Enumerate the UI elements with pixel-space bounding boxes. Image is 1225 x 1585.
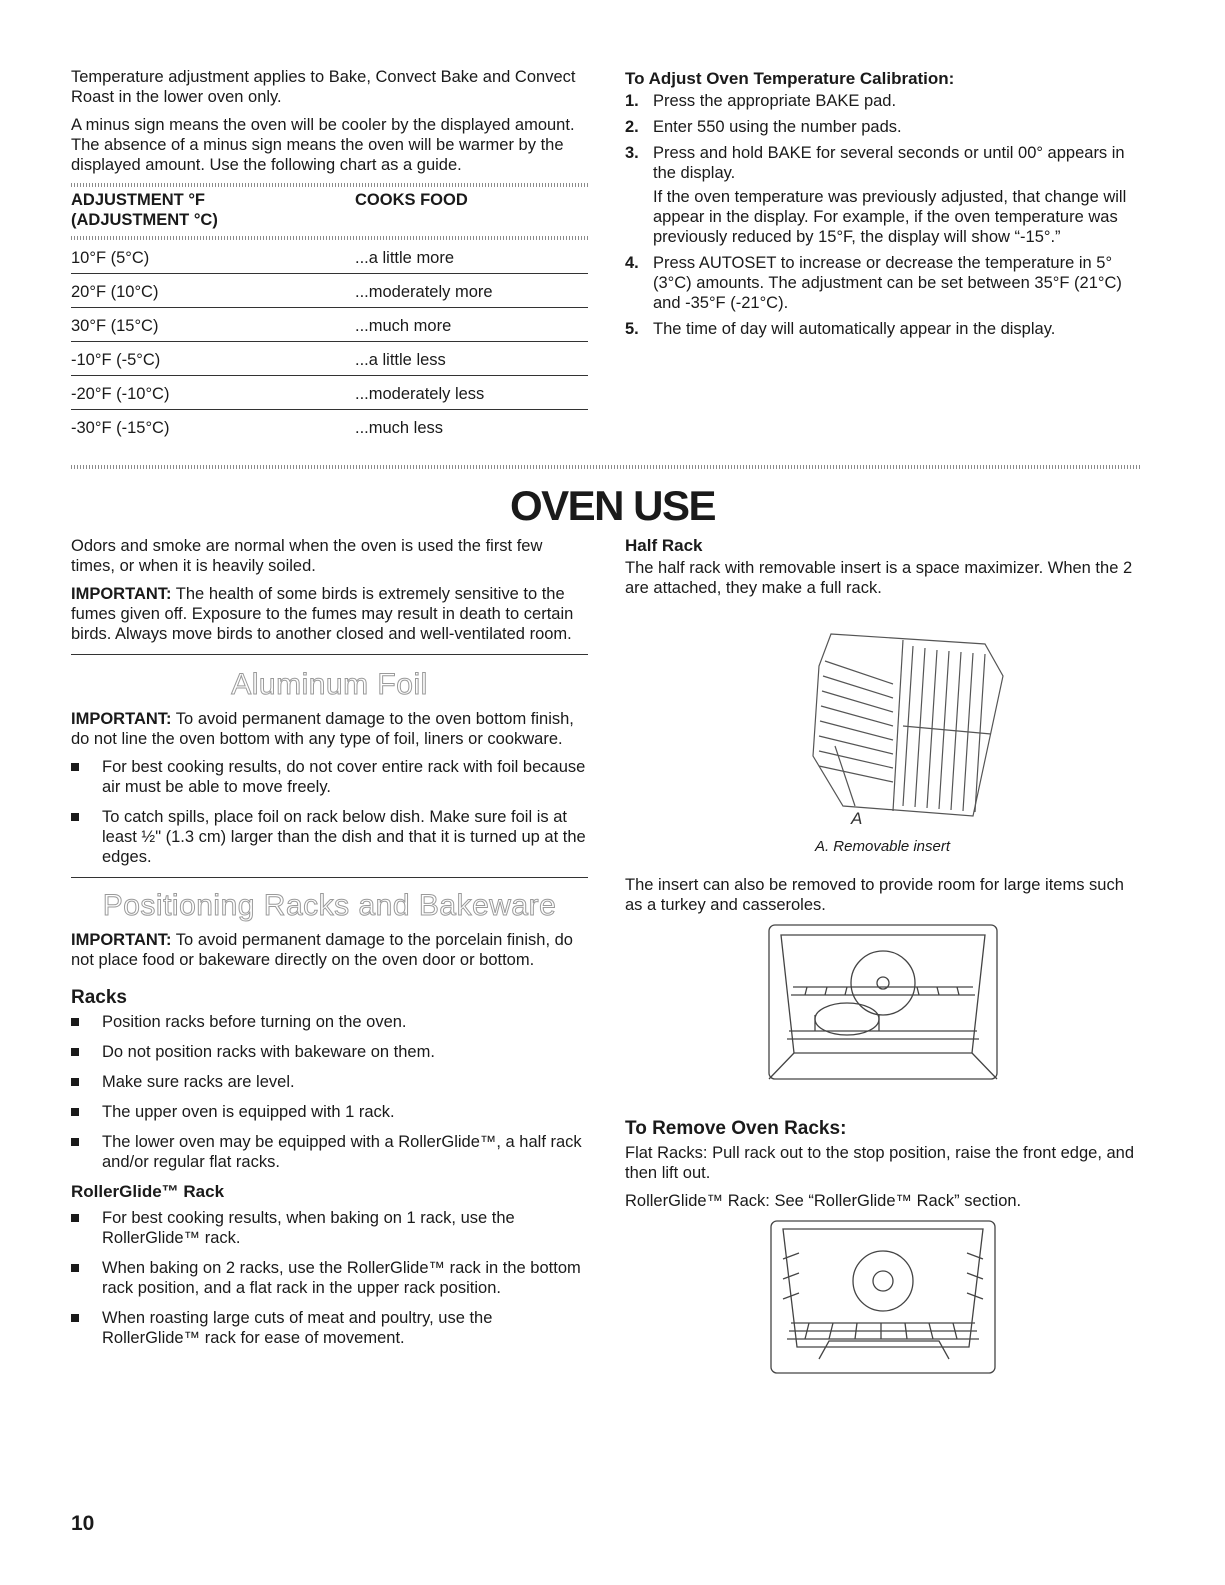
step-number: 1. [625, 92, 639, 110]
racks-bullet-list [71, 1012, 588, 1172]
step-item [625, 319, 1140, 339]
remove-racks-heading: To Remove Oven Racks: [625, 1118, 847, 1139]
list-item: Make sure racks are level. [71, 1072, 588, 1092]
table-row [71, 240, 588, 274]
oven-use-left [71, 536, 588, 1358]
step-text: The time of day will automatically appear in the display. [653, 320, 1056, 338]
foil-important-text: To avoid permanent damage to the oven bottom finish, do not line the oven bottom with any type of foil, liners or cookware. [71, 710, 574, 748]
rack-handle [819, 1341, 949, 1359]
page-title: OVEN USE [509, 482, 716, 529]
header-adjustment-c: (ADJUSTMENT °C) [71, 211, 218, 229]
foil-rule [71, 654, 588, 655]
list-item: When roasting large cuts of meat and poultry, use the RollerGlide™ rack for ease of movement. [71, 1308, 588, 1348]
rollerglide-bullet-list [71, 1208, 588, 1348]
rack-divider [893, 640, 903, 811]
fan-center [873, 1271, 893, 1291]
oven-cavity [783, 1229, 983, 1347]
list-item: The lower oven may be equipped with a RollerGlide™, a half rack and/or regular flat racks. [71, 1132, 588, 1172]
table-cell-adjustment: -10°F (-5°C) [71, 342, 355, 376]
page-number: 10 [71, 1512, 95, 1535]
table-cell-cooks: ...much more [355, 308, 588, 342]
table-cell-adjustment: -20°F (-10°C) [71, 376, 355, 410]
oven-racks-illustration [769, 1219, 997, 1377]
adjustment-table [71, 187, 588, 443]
rack-guides [783, 1253, 983, 1299]
step-text: Press AUTOSET to increase or decrease the temperature in 5° (3°C) amounts. The adjustment can be set between 35°F (21°C) and -35°F (-21°C). [653, 254, 1122, 312]
table-cell-cooks: ...a little less [355, 342, 588, 376]
table-row [71, 342, 588, 376]
header-adjustment-f: ADJUSTMENT °F [71, 191, 206, 209]
table-cell-cooks: ...moderately more [355, 274, 588, 308]
list-item: The upper oven is equipped with 1 rack. [71, 1102, 588, 1122]
birds-paragraph [71, 584, 588, 644]
list-item: Do not position racks with bakeware on them. [71, 1042, 588, 1062]
calibration-intro [71, 67, 588, 443]
rollerglide-paragraph: RollerGlide™ Rack: See “RollerGlide™ Rack” section. [625, 1192, 1022, 1210]
figure-caption: A. Removable insert [814, 838, 951, 855]
oven-outline [769, 925, 997, 1079]
half-rack-illustration [753, 606, 1013, 831]
step-text: Press and hold BAKE for several seconds or until 00° appears in the display. [653, 144, 1125, 182]
casserole-sides [815, 1015, 879, 1031]
positioning-title: Positioning Racks and Bakeware [102, 889, 557, 922]
rack-rails [787, 987, 979, 1039]
table-row [71, 274, 588, 308]
fan-cover [851, 951, 915, 1015]
casserole-dish [815, 1003, 879, 1035]
table-header-row [71, 187, 588, 236]
odors-paragraph: Odors and smoke are normal when the oven is used the first few times, or when it is heavily soiled. [71, 537, 543, 575]
rack-crossbar [903, 726, 991, 734]
calibration-paragraph-2: A minus sign means the oven will be cooler by the displayed amount. The absence of a minus sign means the oven will be warmer by the displayed amount. Use the following chart as a guide. [71, 116, 575, 174]
section-divider [71, 465, 1141, 469]
foil-bullet-list [71, 757, 588, 867]
fan-cover [853, 1251, 913, 1311]
oven-use-right [625, 536, 1140, 1377]
step-item [625, 91, 1140, 111]
calibration-steps [625, 69, 1140, 345]
oven-cavity [781, 935, 985, 1053]
table-row [71, 376, 588, 410]
rack-bars [903, 646, 985, 812]
aluminum-foil-title: Aluminum Foil [231, 668, 428, 701]
table-cell-cooks: ...much less [355, 418, 444, 437]
insert-bars [819, 661, 893, 782]
table-cell-cooks: ...a little more [355, 240, 588, 274]
oven-casserole-illustration [767, 923, 999, 1083]
table-header-adjustment [71, 187, 355, 236]
half-rack-paragraph: The half rack with removable insert is a space maximizer. When the 2 are attached, they make a full rack. [625, 559, 1133, 597]
oven-floor-lines [769, 1053, 997, 1079]
rack-rails [787, 1323, 979, 1339]
calibration-paragraph-1: Temperature adjustment applies to Bake, Convect Bake and Convect Roast in the lower oven only. [71, 68, 576, 106]
step-number: 3. [625, 144, 639, 162]
step-subtext: If the oven temperature was previously adjusted, that change will appear in the display. For example, if the oven temperature was previously reduced by 15°F, the display will show “-15°.” [653, 188, 1127, 246]
list-item: Position racks before turning on the oven. [71, 1012, 588, 1032]
table-cell-adjustment: 20°F (10°C) [71, 274, 355, 308]
important-label: IMPORTANT: [71, 710, 172, 728]
table-cell-adjustment: 10°F (5°C) [71, 240, 355, 274]
calibration-step-list [625, 91, 1140, 339]
list-item: For best cooking results, do not cover entire rack with foil because air must be able to move freely. [71, 757, 588, 797]
positioning-rule [71, 877, 588, 878]
callout-letter: A [850, 809, 862, 828]
racks-heading: Racks [71, 987, 127, 1008]
step-text: Press the appropriate BAKE pad. [653, 92, 897, 110]
important-label: IMPORTANT: [71, 931, 172, 949]
insert-paragraph: The insert can also be removed to provide room for large items such as a turkey and casseroles. [625, 876, 1124, 914]
table-cell-cooks: ...moderately less [355, 376, 588, 410]
oven-outline [771, 1221, 995, 1373]
rollerglide-heading: RollerGlide™ Rack [71, 1182, 225, 1201]
step-item [625, 143, 1140, 247]
table-cell-adjustment: 30°F (15°C) [71, 308, 355, 342]
step-number: 5. [625, 320, 639, 338]
birds-text: The health of some birds is extremely sensitive to the fumes given off. Exposure to the fumes may result in death to certain birds. Always move birds to another closed and well-ventilated room. [71, 585, 574, 643]
step-number: 4. [625, 254, 639, 272]
step-number: 2. [625, 118, 639, 136]
step-item [625, 117, 1140, 137]
list-item: To catch spills, place foil on rack below dish. Make sure foil is at least ½" (1.3 cm) larger than the dish and that it is turned up at the edges. [71, 807, 588, 867]
table-row [71, 308, 588, 342]
positioning-important-text: To avoid permanent damage to the porcelain finish, do not place food or bakeware directly on the oven door or bottom. [71, 931, 573, 969]
rack-wires [805, 987, 959, 995]
flat-racks-paragraph: Flat Racks: Pull rack out to the stop position, raise the front edge, and then lift out. [625, 1144, 1135, 1182]
half-rack-heading: Half Rack [625, 536, 703, 555]
list-item: When baking on 2 racks, use the RollerGlide™ rack in the bottom rack position, and a flat rack in the upper rack position. [71, 1258, 588, 1298]
list-item: For best cooking results, when baking on 1 rack, use the RollerGlide™ rack. [71, 1208, 588, 1248]
important-label: IMPORTANT: [71, 585, 172, 603]
table-row [71, 410, 588, 444]
step-item [625, 253, 1140, 313]
step-text: Enter 550 using the number pads. [653, 118, 902, 136]
table-cell-adjustment: -30°F (-15°C) [71, 418, 170, 437]
calibration-heading: To Adjust Oven Temperature Calibration: [625, 69, 955, 88]
table-header-cooks-food: COOKS FOOD [355, 191, 468, 209]
positioning-important-paragraph [71, 930, 588, 970]
foil-important-paragraph [71, 709, 588, 749]
